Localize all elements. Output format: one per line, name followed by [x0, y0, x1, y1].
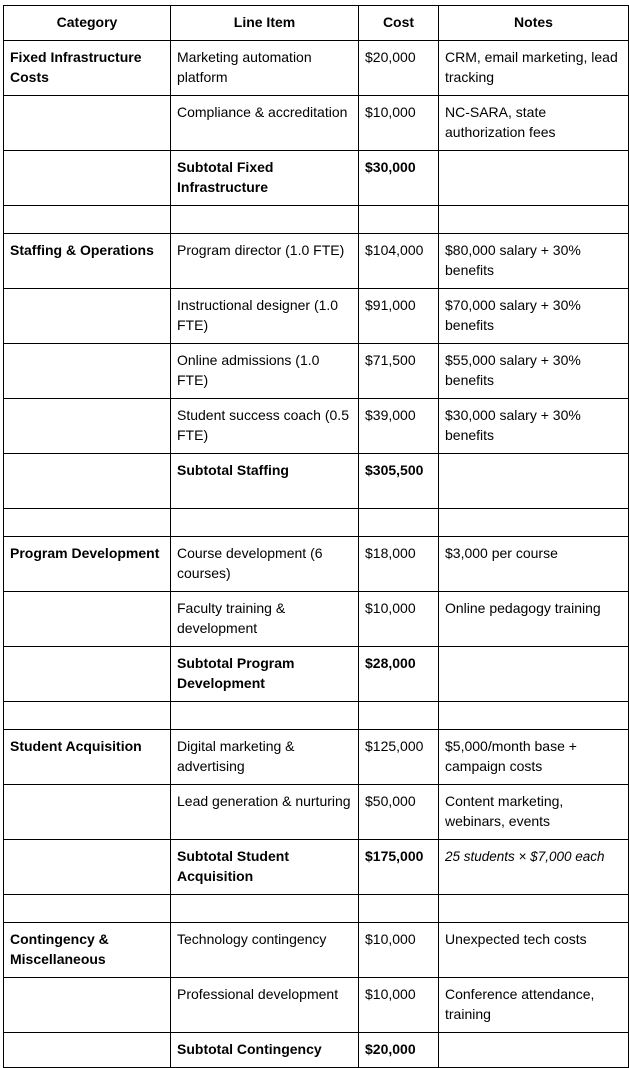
table-row — [4, 289, 629, 344]
line-item-cell: Instructional designer (1.0 FTE) — [171, 289, 359, 344]
category-cell: Student Acquisition — [4, 730, 171, 785]
notes-cell: 25 students × $7,000 each — [439, 840, 629, 895]
header-line-item: Line Item — [171, 6, 359, 41]
category-cell — [4, 289, 171, 344]
notes-cell: Online pedagogy training — [439, 592, 629, 647]
line-item-cell: Lead generation & nurturing — [171, 785, 359, 840]
category-cell: Fixed Infrastructure Costs — [4, 41, 171, 96]
notes-cell — [439, 647, 629, 702]
category-cell — [4, 647, 171, 702]
cost-cell: $125,000 — [359, 730, 439, 785]
line-item-cell: Student success coach (0.5 FTE) — [171, 399, 359, 454]
notes-cell: Conference attendance, training — [439, 978, 629, 1033]
category-cell — [4, 344, 171, 399]
table-row — [4, 234, 629, 289]
category-cell — [4, 454, 171, 509]
table-row — [4, 592, 629, 647]
subtotal-row — [4, 151, 629, 206]
subtotal-row — [4, 1033, 629, 1068]
line-item-cell: Digital marketing & advertising — [171, 730, 359, 785]
cost-cell: $104,000 — [359, 234, 439, 289]
category-cell — [4, 399, 171, 454]
subtotal-label: Subtotal Fixed Infrastructure — [171, 151, 359, 206]
notes-cell: $3,000 per course — [439, 537, 629, 592]
table-row — [4, 730, 629, 785]
table-row — [4, 923, 629, 978]
cost-cell: $71,500 — [359, 344, 439, 399]
budget-table — [3, 5, 629, 1068]
line-item-cell: Compliance & accreditation — [171, 96, 359, 151]
table-row — [4, 978, 629, 1033]
notes-cell: $70,000 salary + 30% benefits — [439, 289, 629, 344]
line-item-cell: Course development (6 courses) — [171, 537, 359, 592]
line-item-cell: Marketing automation platform — [171, 41, 359, 96]
notes-cell: $5,000/month base + campaign costs — [439, 730, 629, 785]
subtotal-row — [4, 454, 629, 509]
subtotal-label: Subtotal Student Acquisition — [171, 840, 359, 895]
table-row — [4, 344, 629, 399]
line-item-cell: Program director (1.0 FTE) — [171, 234, 359, 289]
notes-cell: Content marketing, webinars, events — [439, 785, 629, 840]
cost-cell: $10,000 — [359, 96, 439, 151]
subtotal-label: Subtotal Contingency — [171, 1033, 359, 1068]
category-cell: Program Development — [4, 537, 171, 592]
subtotal-cost: $305,500 — [359, 454, 439, 509]
category-cell — [4, 151, 171, 206]
table-row — [4, 399, 629, 454]
header-cost: Cost — [359, 6, 439, 41]
notes-cell: $80,000 salary + 30% benefits — [439, 234, 629, 289]
spacer-row — [4, 509, 629, 537]
spacer-row — [4, 702, 629, 730]
line-item-cell: Technology contingency — [171, 923, 359, 978]
notes-cell: $30,000 salary + 30% benefits — [439, 399, 629, 454]
subtotal-row — [4, 840, 629, 895]
category-cell — [4, 1033, 171, 1068]
cost-cell: $10,000 — [359, 978, 439, 1033]
notes-cell — [439, 454, 629, 509]
line-item-cell: Online admissions (1.0 FTE) — [171, 344, 359, 399]
subtotal-cost: $28,000 — [359, 647, 439, 702]
cost-cell: $91,000 — [359, 289, 439, 344]
table-row — [4, 41, 629, 96]
notes-cell: NC-SARA, state authorization fees — [439, 96, 629, 151]
table-row — [4, 537, 629, 592]
line-item-cell: Professional development — [171, 978, 359, 1033]
category-cell — [4, 96, 171, 151]
cost-cell: $10,000 — [359, 592, 439, 647]
line-item-cell: Faculty training & development — [171, 592, 359, 647]
category-cell — [4, 785, 171, 840]
spacer-row — [4, 206, 629, 234]
subtotal-label: Subtotal Staffing — [171, 454, 359, 509]
cost-cell: $20,000 — [359, 41, 439, 96]
category-cell — [4, 978, 171, 1033]
notes-cell: Unexpected tech costs — [439, 923, 629, 978]
table-row — [4, 96, 629, 151]
notes-cell — [439, 151, 629, 206]
notes-cell: CRM, email marketing, lead tracking — [439, 41, 629, 96]
category-cell: Staffing & Operations — [4, 234, 171, 289]
subtotal-label: Subtotal Program Development — [171, 647, 359, 702]
header-notes: Notes — [439, 6, 629, 41]
cost-cell: $50,000 — [359, 785, 439, 840]
notes-cell — [439, 1033, 629, 1068]
cost-cell: $18,000 — [359, 537, 439, 592]
cost-cell: $10,000 — [359, 923, 439, 978]
notes-cell: $55,000 salary + 30% benefits — [439, 344, 629, 399]
category-cell — [4, 840, 171, 895]
subtotal-cost: $20,000 — [359, 1033, 439, 1068]
table-row — [4, 785, 629, 840]
spacer-row — [4, 895, 629, 923]
header-row — [4, 6, 629, 41]
header-category: Category — [4, 6, 171, 41]
category-cell: Contingency & Miscellaneous — [4, 923, 171, 978]
subtotal-row — [4, 647, 629, 702]
subtotal-cost: $30,000 — [359, 151, 439, 206]
subtotal-cost: $175,000 — [359, 840, 439, 895]
category-cell — [4, 592, 171, 647]
cost-cell: $39,000 — [359, 399, 439, 454]
